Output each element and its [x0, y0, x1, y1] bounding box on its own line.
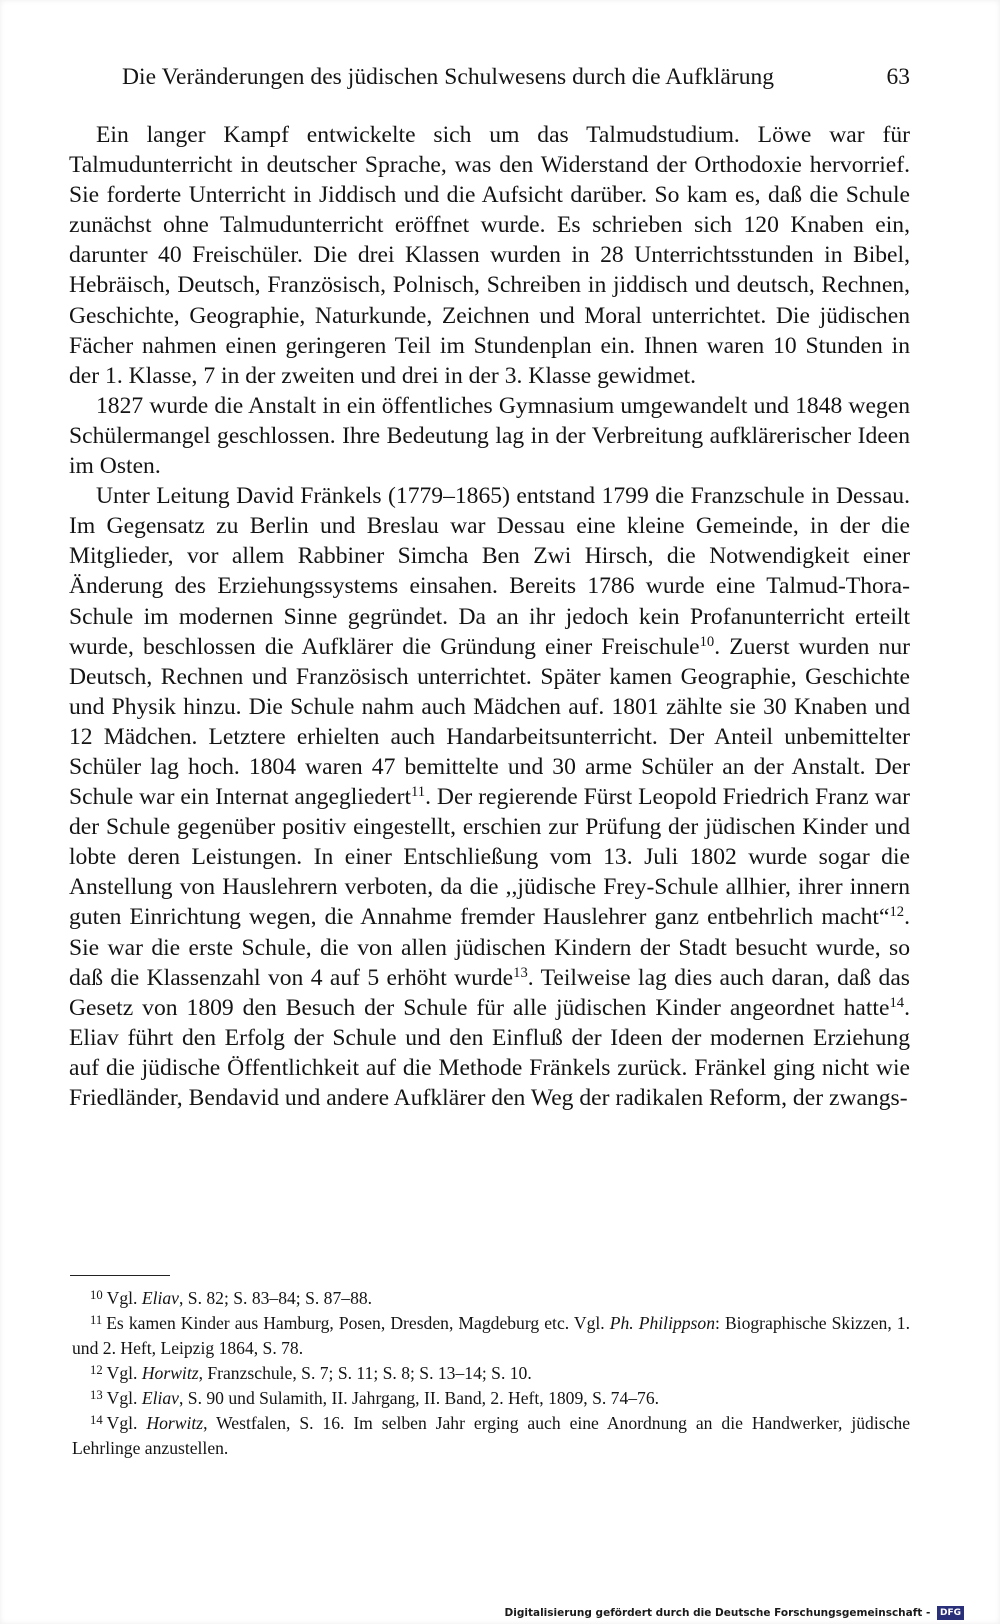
cited-author: Ph. Philippson: [609, 1313, 715, 1333]
text-run: Es kamen Kinder aus Hamburg, Posen, Dresden, Magdeburg etc. Vgl.: [106, 1313, 610, 1333]
text-run: Vgl.: [106, 1413, 147, 1433]
page-number: 63: [886, 64, 910, 90]
cited-author: Horwitz: [146, 1413, 204, 1433]
text-run: Vgl.: [106, 1288, 142, 1308]
body-paragraph: [69, 481, 910, 1113]
text-run: . Teilweise lag dies auch daran, daß das Gesetz von 1809 den Besuch der Schule für alle jüdischen Kinder angeordnet hatte: [69, 964, 910, 1021]
footnote-number: 13: [90, 1387, 103, 1402]
text-run: , S. 90 und Sulamith, II. Jahrgang, II. Band, 2. Heft, 1809, S. 74–76.: [178, 1388, 660, 1408]
running-head: [122, 62, 910, 92]
footnote: [72, 1411, 910, 1461]
footnote-separator: [70, 1275, 170, 1276]
running-title: Die Veränderungen des jüdischen Schulwesens durch die Aufklärung: [122, 64, 775, 90]
text-run: Unter Leitung David Fränkels (1779–1865) entstand 1799 die Franzschule in Dessau. Im Gegensatz zu Berlin und Breslau war Dessau eine kleine Gemeinde, in der die Mitglieder, vor allem Rabbiner Simcha Ben Zwi Hirsch, die Notwendigkeit einer Änderung des Erziehungssystems einsahen. Bereits 1786 wurde eine Talmud-Thora-Schule im modernen Sinne gegründet. Da an ihr jedoch kein Profanunterricht erteilt wurde, beschlossen die Aufklärer die Gründung einer Freischule: [69, 483, 910, 660]
body-paragraph: [69, 391, 910, 481]
text-run: , Franzschule, S. 7; S. 11; S. 8; S. 13–14; S. 10.: [198, 1363, 532, 1383]
body-text: [69, 120, 910, 1113]
text-run: Ein langer Kampf entwickelte sich um das Talmudstudium. Löwe war für Talmudunterricht in deutscher Sprache, was den Widerstand der Orthodoxie hervorrief. Sie forderte Unterricht in Jiddisch und die Aufsicht darüber. So kam es, daß die Schule zunächst ohne Talmudunterricht eröffnet wurde. Es schrieben sich 120 Knaben ein, darunter 40 Freischüler. Die drei Klassen wurden in 28 Unterrichtsstunden in Bibel, Hebräisch, Deutsch, Französisch, Polnisch, Schreiben in jiddisch und deutsch, Rechnen, Geschichte, Geographie, Naturkunde, Zeichnen und Moral unterrichtet. Die jüdischen Fächer nahmen einen geringeren Teil im Stundenplan ein. Ihnen waren 10 Stunden in der 1. Klasse, 7 in der zweiten und drei in der 3. Klasse gewidmet.: [69, 122, 910, 389]
cited-author: Eliav: [141, 1388, 179, 1408]
footnote-number: 14: [90, 1412, 103, 1427]
cited-author: Eliav: [141, 1288, 179, 1308]
footnote: [72, 1286, 910, 1311]
dfg-logo: DFG: [937, 1606, 964, 1620]
footnote: [72, 1386, 910, 1411]
text-run: . Eliav führt den Erfolg der Schule und den Einfluß der Ideen der modernen Erziehung auf die jüdische Öffentlichkeit auf die Methode Fränkels zurück. Fränkel ging nicht wie Friedländer, Bendavid und andere Aufklärer den Weg der radikalen Reform, der zwangs-: [69, 994, 910, 1111]
text-run: . Zuerst wurden nur Deutsch, Rechnen und Französisch unterrichtet. Später kamen Geographie, Geschichte und Physik hinzu. Die Schule nahm auch Mädchen auf. 1801 zählte sie 30 Knaben und 12 Mädchen. Letztere erhielten auch Handarbeitsunterricht. Der Anteil unbemittelter Schüler lag hoch. 1804 waren 47 bemittelte und 30 arme Schüler an der Anstalt. Der Schule war ein Internat angegliedert: [69, 633, 910, 811]
footnote-number: 10: [90, 1287, 103, 1302]
text-run: 1827 wurde die Anstalt in ein öffentliches Gymnasium umgewandelt und 1848 wegen Schülermangel geschlossen. Ihre Bedeutung lag in der Verbreitung aufklärerischer Ideen im Osten.: [69, 392, 910, 480]
body-paragraph: [69, 120, 910, 391]
text-run: . Sie war die erste Schule, die von allen jüdischen Kindern der Stadt besucht wurde, so daß die Klassenzahl von 4 auf 5 erhöht wurde: [69, 904, 910, 991]
cited-author: Horwitz: [141, 1363, 199, 1383]
footnote-reference: 13: [513, 964, 528, 981]
digitization-credit-text: Digitalisierung gefördert durch die Deutsche Forschungsgemeinschaft -: [504, 1607, 931, 1619]
text-run: , S. 82; S. 83–84; S. 87–88.: [178, 1288, 373, 1308]
footnote-reference: 14: [889, 994, 905, 1011]
footnote-number: 11: [90, 1312, 103, 1327]
footnote: [72, 1311, 910, 1361]
footnote-reference: 10: [699, 633, 715, 650]
text-run: . Der regierende Fürst Leopold Friedrich Franz war der Schule gegenüber positiv eingestellt, erschien zur Prüfung der jüdischen Kinder und lobte deren Leistungen. In einer Entschließung vom 13. Juli 1802 wurde sogar die Anstellung von Hauslehrern verboten, da die ,,jüdische Frey-Schule allhier, ihrer innern guten Einrichtung wegen, die Annahme fremder Hauslehrer ganz entbehrlich macht“: [69, 784, 911, 931]
footnote-reference: 12: [889, 904, 905, 921]
text-run: Vgl.: [106, 1388, 142, 1408]
text-run: Vgl.: [106, 1363, 142, 1383]
footnotes: [72, 1286, 910, 1461]
text-run: : Biographische Skizzen, 1. und 2. Heft, Leipzig 1864, S. 78.: [72, 1313, 910, 1358]
footnote: [72, 1361, 910, 1386]
text-run: , Westfalen, S. 16. Im selben Jahr erging auch eine Anordnung an die Handwerker, jüdische Lehrlinge anzustellen.: [72, 1413, 911, 1458]
digitization-credit: [505, 1605, 964, 1621]
footnote-number: 12: [90, 1362, 103, 1377]
footnote-reference: 11: [411, 784, 426, 801]
